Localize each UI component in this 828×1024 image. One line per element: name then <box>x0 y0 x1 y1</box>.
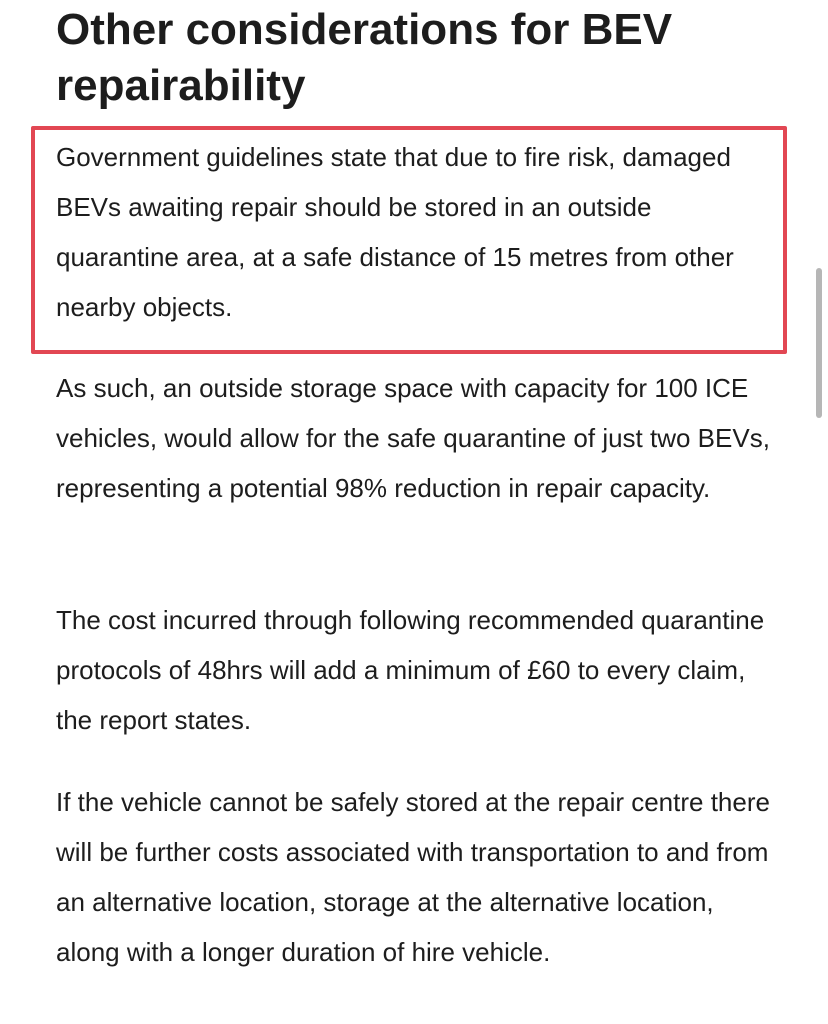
vertical-scrollbar[interactable] <box>816 268 822 418</box>
paragraph-storage-capacity: As such, an outside storage space with capacity for 100 ICE vehicles, would allow for the safe quarantine of just two BEVs, representing a potential 98% reduction in repair capacity. <box>56 373 770 503</box>
paragraph-quarantine-cost: The cost incurred through following recommended quarantine protocols of 48hrs will add a minimum of £60 to every claim, the report states. <box>56 605 765 735</box>
paragraph-transportation-costs: If the vehicle cannot be safely stored at the repair centre there will be further costs associated with transportation to and from an alternative location, storage at the alternative location, along with a longer duration of hire vehicle. <box>56 787 770 967</box>
paragraph-fire-risk-guidelines: Government guidelines state that due to fire risk, damaged BEVs awaiting repair should be stored in an outside quarantine area, at a safe distance of 15 metres from other nearby objects. <box>56 142 734 322</box>
article-heading: Other considerations for BEV repairability <box>56 5 673 110</box>
